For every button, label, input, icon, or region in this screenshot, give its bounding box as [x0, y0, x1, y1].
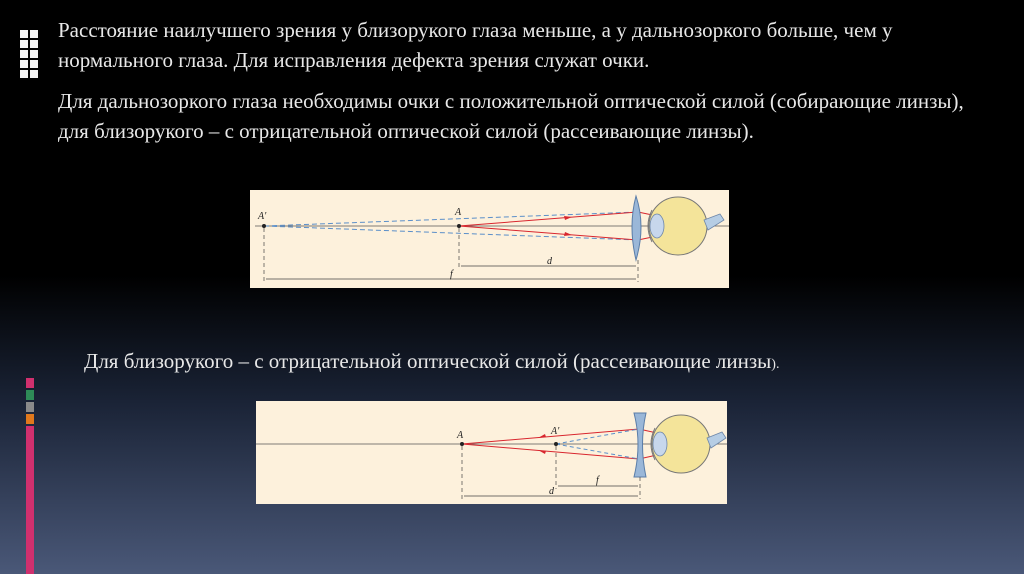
- ray-lower: [462, 444, 639, 459]
- paragraph-best-vision-distance: Расстояние наилучшего зрения у близорукого глаза меньше, а у дальнозоркого больше, чем у нормального глаза. Для исправления дефекта зрения служат очки.: [58, 18, 893, 72]
- point-a: [457, 224, 461, 228]
- label-a: A: [455, 207, 462, 218]
- paragraph-glasses-power: Для дальнозоркого глаза необходимы очки с положительной оптической силой (собирающие линзы), для близорукого – с отрицательной оптической силой (рассеивающие линзы).: [58, 89, 964, 143]
- optic-nerve: [704, 214, 724, 230]
- point-a: [460, 442, 464, 446]
- decorative-sidebar: [26, 378, 34, 574]
- diagram-nearsighted-correction: [256, 401, 727, 504]
- diverging-lens: [634, 413, 646, 477]
- deco-square: [30, 40, 38, 48]
- deco-square: [20, 50, 28, 58]
- deco-square: [20, 60, 28, 68]
- deco-bar-pink-long: [26, 426, 34, 574]
- deco-square: [30, 70, 38, 78]
- deco-bar-orange: [26, 414, 34, 424]
- paragraph-nearsighted-tail: ).: [771, 357, 780, 372]
- optic-nerve: [707, 432, 726, 448]
- diagram-farsighted-correction: [250, 190, 729, 288]
- ray-lower: [459, 226, 638, 240]
- virtual-ray-lower: [264, 226, 638, 240]
- converging-lens: [632, 196, 641, 260]
- point-a-image: [262, 224, 266, 228]
- deco-square: [30, 50, 38, 58]
- deco-bar-pink: [26, 378, 34, 388]
- point-a-image: [554, 442, 558, 446]
- label-f: f: [596, 475, 599, 486]
- label-d: d: [547, 256, 552, 267]
- decorative-squares-top: [20, 30, 40, 90]
- arrow-lower: [564, 232, 572, 236]
- label-a-image: A': [258, 211, 267, 222]
- diagram-farsighted-svg: [250, 190, 729, 288]
- label-f: f: [450, 269, 453, 280]
- virtual-ray-upper: [556, 429, 639, 444]
- deco-bar-gray: [26, 402, 34, 412]
- eye-lens: [650, 214, 664, 238]
- paragraph-nearsighted: [84, 346, 984, 380]
- label-d: d: [549, 486, 554, 497]
- deco-square: [20, 40, 28, 48]
- arrow-upper: [564, 216, 572, 220]
- virtual-ray-upper: [264, 212, 638, 226]
- ray-upper: [459, 212, 638, 226]
- label-a-image: A': [551, 426, 560, 437]
- diagram-nearsighted-svg: [256, 401, 727, 504]
- deco-square: [20, 30, 28, 38]
- deco-bar-green: [26, 390, 34, 400]
- paragraph-nearsighted-main: Для близорукого – с отрицательной оптической силой (рассеивающие линзы: [84, 349, 772, 373]
- deco-square: [30, 30, 38, 38]
- deco-square: [20, 70, 28, 78]
- label-a: A: [457, 430, 464, 441]
- eye-lens: [653, 432, 667, 456]
- deco-square: [30, 60, 38, 68]
- virtual-ray-lower: [556, 444, 639, 459]
